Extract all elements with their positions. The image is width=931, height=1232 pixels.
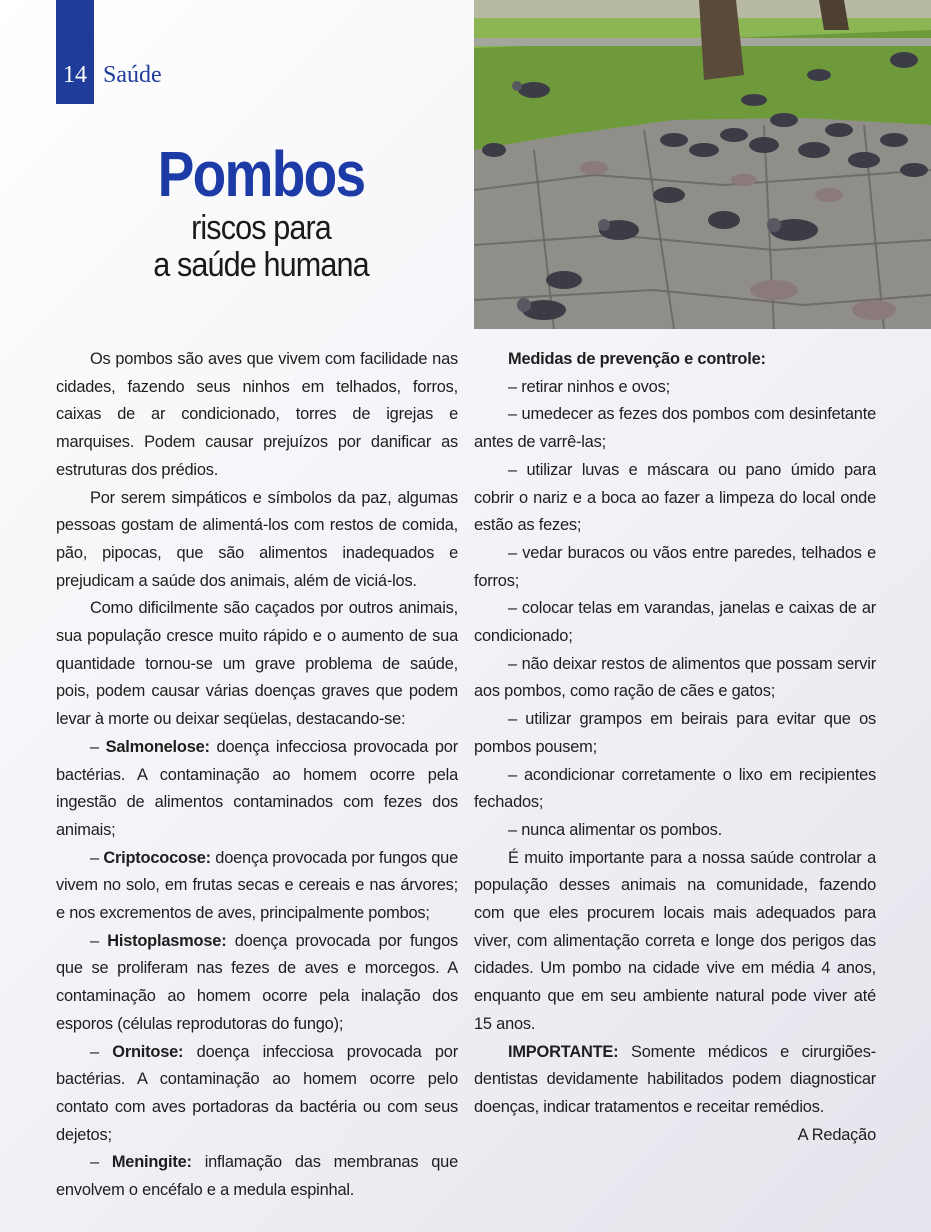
pigeons-photo <box>474 0 931 329</box>
disease-name: Meningite: <box>111 1153 192 1172</box>
article-subtitle-line1: riscos para <box>191 209 331 247</box>
prevention-item: – acondicionar corretamente o lixo em recipientes fechados; <box>474 765 876 812</box>
prevention-item: – nunca alimentar os pombos. <box>508 820 722 839</box>
article-title: Pombos <box>157 138 365 210</box>
prevention-item: – umedecer as fezes dos pombos com desinfetante antes de varrê-las; <box>474 405 876 452</box>
page-number: 14 <box>63 62 87 88</box>
disease-name: Criptococose: <box>103 848 211 867</box>
disease-description: doença provocada por fungos que se proliferam nas fezes de aves e morcegos. A contaminação ao homem ocorre pela inalação dos esporos (células reprodutoras do fungo); <box>56 931 458 1033</box>
disease-description: doença provocada por fungos que vivem no solo, em frutas secas e cereais e nas árvores; e nos excrementos de aves, principalmente pombos; <box>56 848 458 923</box>
right-column <box>474 346 876 1149</box>
prevention-item: – retirar ninhos e ovos; <box>508 377 670 396</box>
prevention-item: – utilizar luvas e máscara ou pano úmido para cobrir o nariz e a boca ao fazer a limpeza do local onde estão as fezes; <box>474 460 876 535</box>
important-text: Somente médicos e cirurgiões-dentistas devidamente habilitados podem diagnosticar doenças, indicar tratamentos e receitar remédios. <box>474 1042 876 1116</box>
feeding-paragraph: Por serem simpáticos e símbolos da paz, algumas pessoas gostam de alimentá-los com restos de comida, pão, pipocas, que são alimentos inadequados e prejudicam a saúde dos animais, além de viciá-los. <box>56 488 458 590</box>
important-notice <box>474 1039 876 1122</box>
disease-name: Histoplasmose: <box>107 931 227 950</box>
disease-item: – Meningite: inflamação das membranas que envolvem o encéfalo e a medula espinhal. <box>56 1153 458 1200</box>
left-column <box>56 346 458 1205</box>
intro-paragraph: Os pombos são aves que vivem com facilidade nas cidades, fazendo seus ninhos em telhados, forros, caixas de ar condicionado, torres de igrejas e marquises. Podem causar prejuízos por danificar as estruturas dos prédios. <box>56 350 458 479</box>
title-block <box>56 138 466 284</box>
disease-description: inflamação das membranas que envolvem o encéfalo e a medula espinhal. <box>56 1153 458 1200</box>
disease-item: – Ornitose: doença infecciosa provocada por bactérias. A contaminação ao homem ocorre pelo contato com aves portadoras da bactéria ou com seus dejetos; <box>56 1042 458 1144</box>
prevention-heading: Medidas de prevenção e controle: <box>508 350 766 368</box>
disease-item: – Histoplasmose: doença provocada por fungos que se proliferam nas fezes de aves e morcegos. A contaminação ao homem ocorre pela inalação dos esporos (células reprodutoras do fungo); <box>56 931 458 1033</box>
prevention-item: – não deixar restos de alimentos que possam servir aos pombos, como ração de cães e gatos; <box>474 654 876 701</box>
prevention-item: – vedar buracos ou vãos entre paredes, telhados e forros; <box>474 543 876 590</box>
section-name: Saúde <box>103 62 162 88</box>
disease-item: – Salmonelose: doença infecciosa provocada por bactérias. A contaminação ao homem ocorre pela ingestão de alimentos contaminados com fezes dos animais; <box>56 737 458 839</box>
disease-description: doença infecciosa provocada por bactérias. A contaminação ao homem ocorre pela ingestão de alimentos contaminados com fezes dos animais; <box>56 737 458 839</box>
disease-item: – Criptococose: doença provocada por fungos que vivem no solo, em frutas secas e cereais e nas árvores; e nos excrementos de aves, principalmente pombos; <box>56 848 458 923</box>
closing-paragraph: É muito importante para a nossa saúde controlar a população desses animais na comunidade, fazendo com que eles procurem locais mais adequados para viver, com alimentação correta e longe dos perigos das cidades. Um pombo na cidade vive em média 4 anos, enquanto que em seu ambiente natural pode viver até 15 anos. <box>474 848 876 1033</box>
disease-name: Salmonelose: <box>105 737 210 756</box>
prevention-item: – colocar telas em varandas, janelas e caixas de ar condicionado; <box>474 599 876 646</box>
prevention-item: – utilizar grampos em beirais para evitar que os pombos pousem; <box>474 710 876 756</box>
diseases-intro-paragraph: Como dificilmente são caçados por outros animais, sua população cresce muito rápido e o aumento de sua quantidade tornou-se um grave problema de saúde, pois, podem causar várias doenças graves que podem levar à morte ou deixar seqüelas, destacando-se: <box>56 599 458 729</box>
important-label: IMPORTANTE: <box>508 1042 619 1061</box>
article-subtitle-line2: a saúde humana <box>153 246 369 284</box>
signature: A Redação <box>797 1125 876 1144</box>
disease-name: Ornitose: <box>112 1042 184 1061</box>
disease-description: doença infecciosa provocada por bactérias. A contaminação ao homem ocorre pelo contato com aves portadoras da bactéria ou com seus dejetos; <box>56 1042 458 1144</box>
